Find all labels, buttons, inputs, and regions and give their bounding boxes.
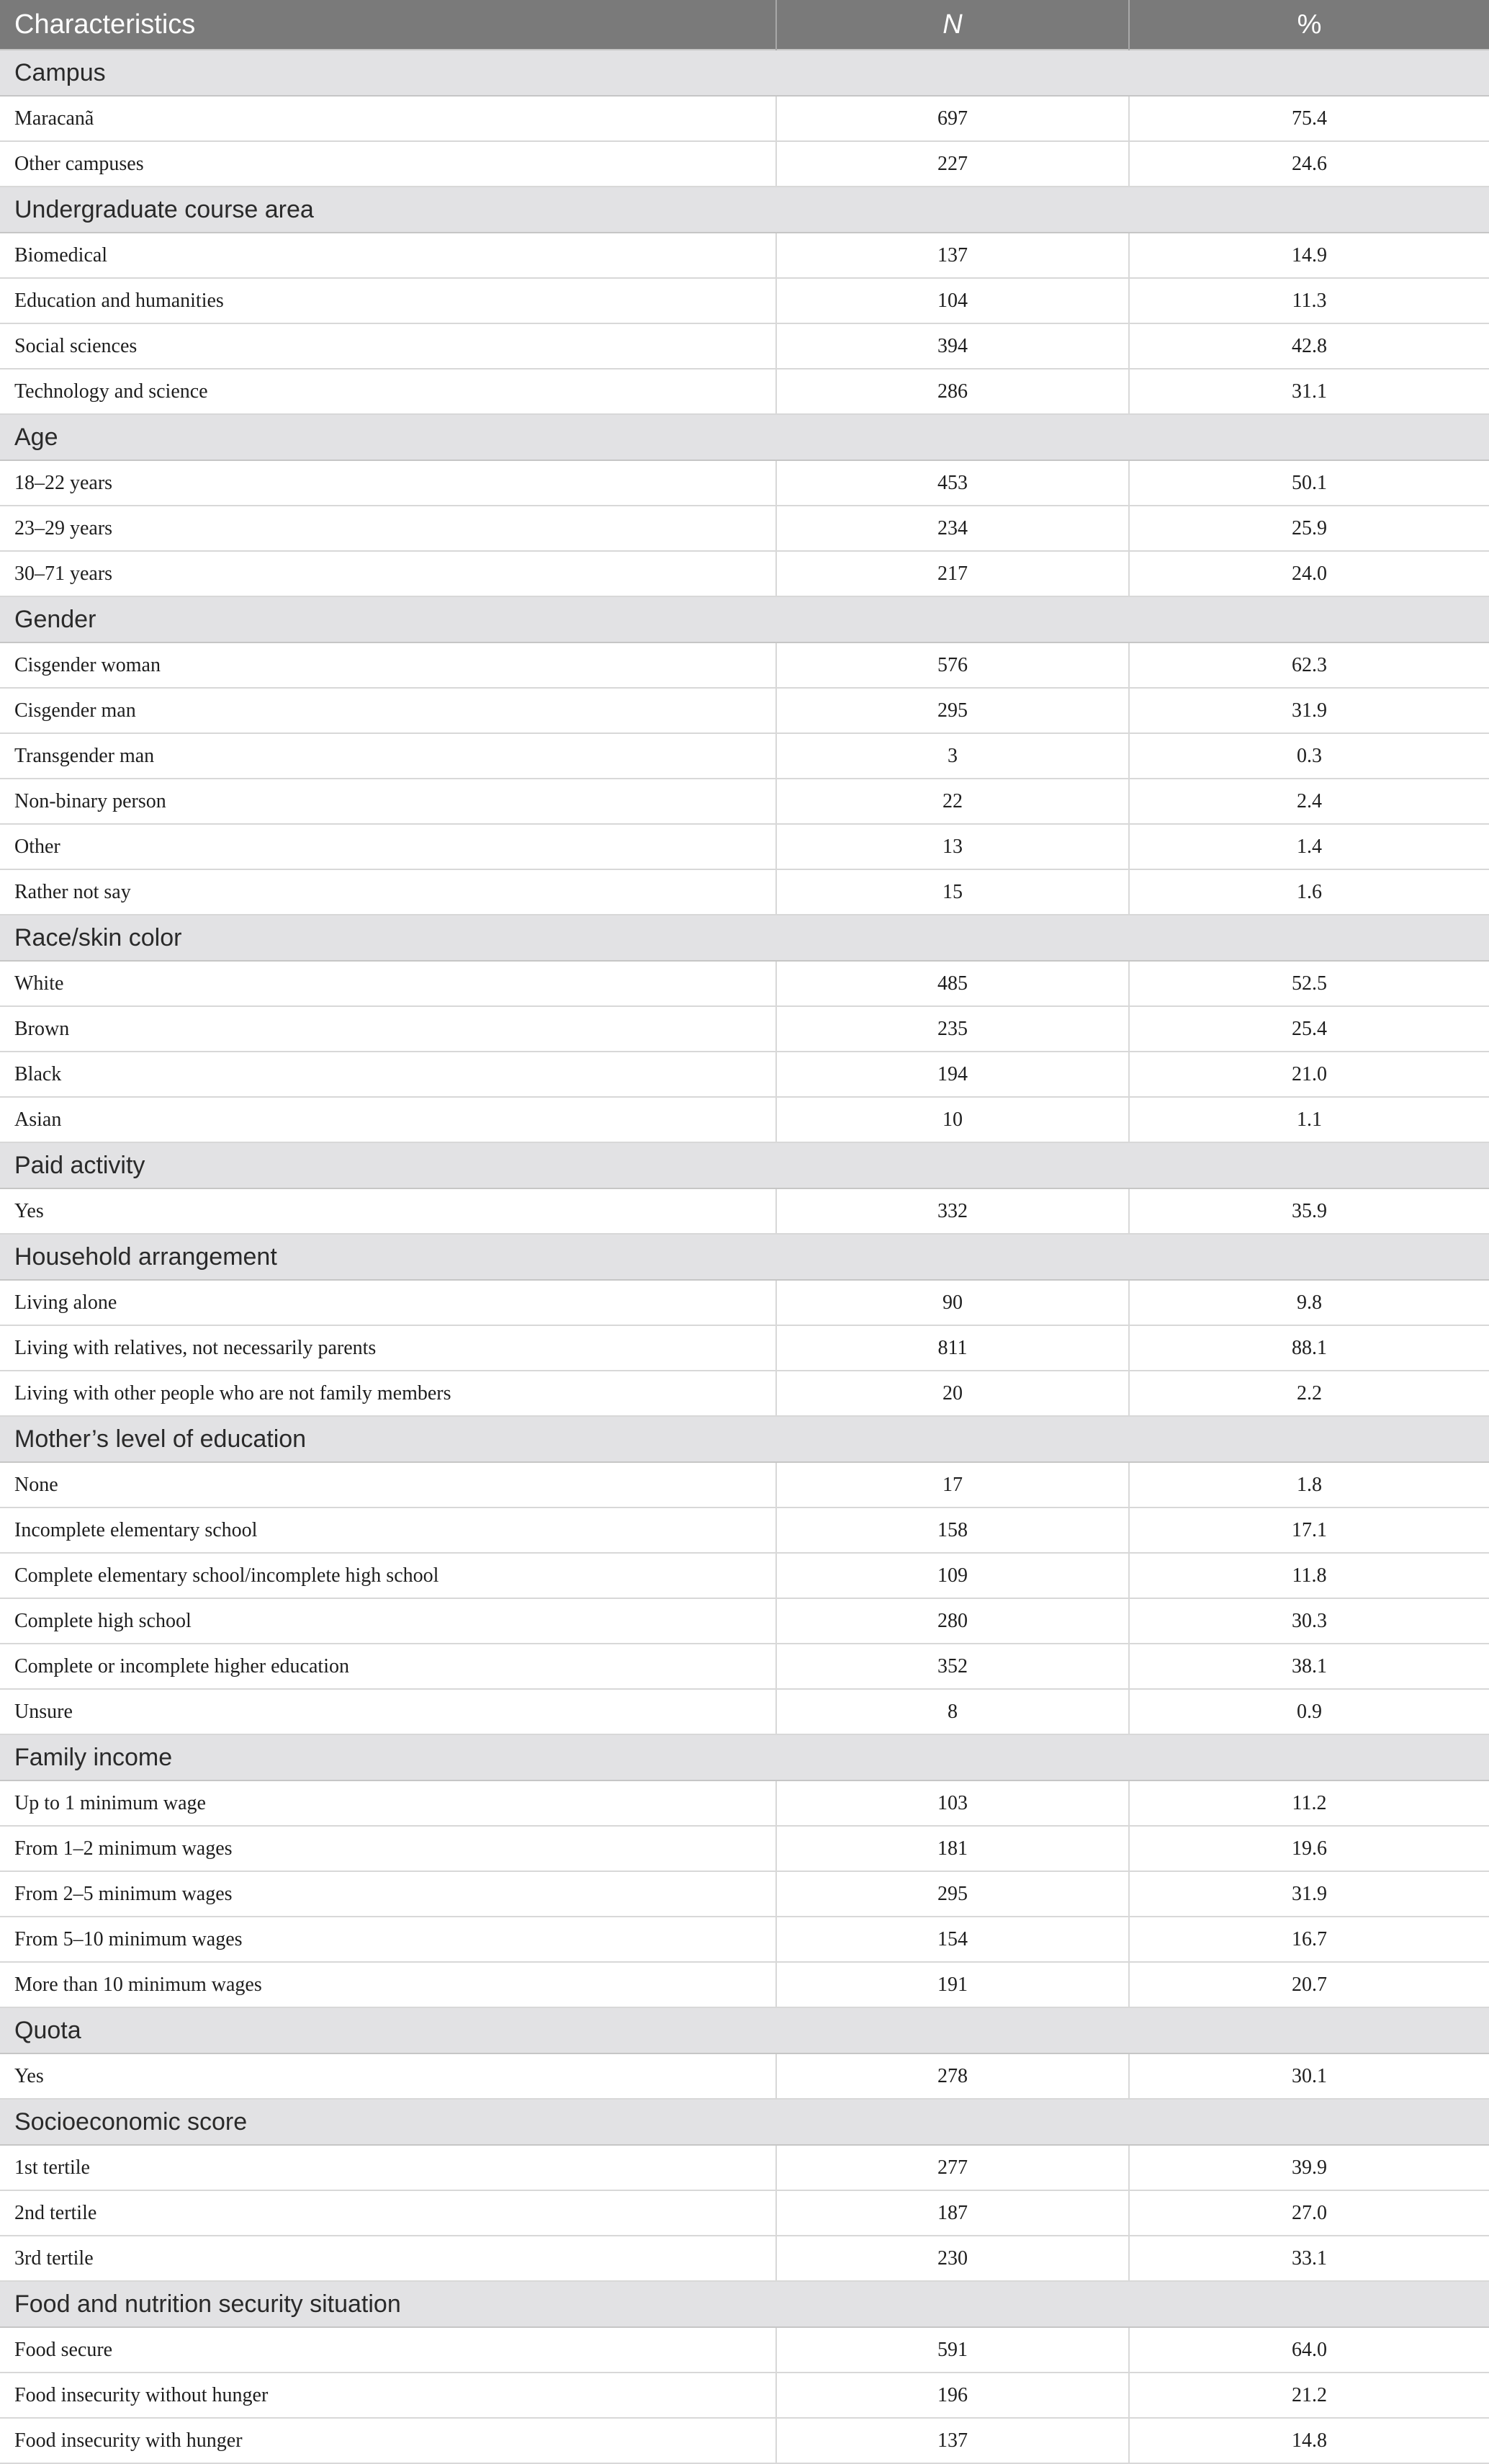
row-label: Food insecurity with hunger	[0, 2418, 776, 2463]
row-n-value: 196	[776, 2373, 1129, 2418]
row-label: Other campuses	[0, 141, 776, 187]
row-percent-value: 14.9	[1129, 233, 1489, 278]
table-row	[0, 460, 1489, 506]
row-n-value: 158	[776, 1507, 1129, 1553]
table-row	[0, 2373, 1489, 2418]
section-header-row	[0, 1142, 1489, 1188]
section-header-row	[0, 2099, 1489, 2145]
row-percent-value: 1.4	[1129, 824, 1489, 869]
row-label: Education and humanities	[0, 278, 776, 323]
row-n-value: 235	[776, 1006, 1129, 1052]
row-label: Technology and science	[0, 369, 776, 414]
section-title: Undergraduate course area	[0, 187, 1489, 233]
section-title: Household arrangement	[0, 1234, 1489, 1280]
row-percent-value: 24.0	[1129, 551, 1489, 596]
table-row	[0, 1871, 1489, 1917]
section-title: Gender	[0, 596, 1489, 642]
row-n-value: 8	[776, 1689, 1129, 1734]
row-label: Yes	[0, 1188, 776, 1234]
table-row	[0, 2145, 1489, 2190]
table-row	[0, 551, 1489, 596]
row-percent-value: 21.2	[1129, 2373, 1489, 2418]
row-label: Asian	[0, 1097, 776, 1142]
table-row	[0, 96, 1489, 141]
row-n-value: 109	[776, 1553, 1129, 1598]
header-n: N	[776, 0, 1129, 50]
row-n-value: 576	[776, 642, 1129, 688]
row-percent-value: 2.4	[1129, 779, 1489, 824]
row-percent-value: 1.1	[1129, 1097, 1489, 1142]
row-percent-value: 75.4	[1129, 96, 1489, 141]
table-row	[0, 2053, 1489, 2099]
row-label: Rather not say	[0, 869, 776, 915]
row-label: Complete high school	[0, 1598, 776, 1644]
row-n-value: 295	[776, 688, 1129, 733]
row-percent-value: 33.1	[1129, 2236, 1489, 2281]
section-header-row	[0, 1416, 1489, 1462]
row-n-value: 15	[776, 869, 1129, 915]
table-row	[0, 369, 1489, 414]
row-n-value: 191	[776, 1962, 1129, 2007]
section-header-row	[0, 915, 1489, 961]
row-percent-value: 14.8	[1129, 2418, 1489, 2463]
section-title: Family income	[0, 1734, 1489, 1780]
table-row	[0, 688, 1489, 733]
row-percent-value: 39.9	[1129, 2145, 1489, 2190]
row-label: From 1–2 minimum wages	[0, 1826, 776, 1871]
row-label: Other	[0, 824, 776, 869]
table-row	[0, 2236, 1489, 2281]
row-percent-value: 9.8	[1129, 1280, 1489, 1325]
header-percent: %	[1129, 0, 1489, 50]
row-label: Maracanã	[0, 96, 776, 141]
row-percent-value: 31.9	[1129, 1871, 1489, 1917]
section-title: Mother’s level of education	[0, 1416, 1489, 1462]
row-percent-value: 1.6	[1129, 869, 1489, 915]
table-row	[0, 1644, 1489, 1689]
table-row	[0, 2327, 1489, 2373]
row-label: From 5–10 minimum wages	[0, 1917, 776, 1962]
row-percent-value: 35.9	[1129, 1188, 1489, 1234]
row-n-value: 137	[776, 2418, 1129, 2463]
section-header-row	[0, 50, 1489, 96]
row-n-value: 277	[776, 2145, 1129, 2190]
row-label: 1st tertile	[0, 2145, 776, 2190]
row-percent-value: 30.3	[1129, 1598, 1489, 1644]
section-header-row	[0, 596, 1489, 642]
row-label: Non-binary person	[0, 779, 776, 824]
table-row	[0, 2190, 1489, 2236]
section-title: Paid activity	[0, 1142, 1489, 1188]
row-percent-value: 62.3	[1129, 642, 1489, 688]
row-n-value: 811	[776, 1325, 1129, 1371]
row-label: Transgender man	[0, 733, 776, 779]
row-percent-value: 42.8	[1129, 323, 1489, 369]
row-n-value: 17	[776, 1462, 1129, 1507]
row-label: 18–22 years	[0, 460, 776, 506]
row-percent-value: 25.9	[1129, 506, 1489, 551]
row-label: Complete elementary school/incomplete high school	[0, 1553, 776, 1598]
row-percent-value: 2.2	[1129, 1371, 1489, 1416]
row-percent-value: 38.1	[1129, 1644, 1489, 1689]
row-n-value: 591	[776, 2327, 1129, 2373]
table-row	[0, 1689, 1489, 1734]
row-n-value: 394	[776, 323, 1129, 369]
row-percent-value: 52.5	[1129, 961, 1489, 1006]
section-title: Race/skin color	[0, 915, 1489, 961]
section-header-row	[0, 2007, 1489, 2053]
row-percent-value: 24.6	[1129, 141, 1489, 187]
section-header-row	[0, 1234, 1489, 1280]
table-row	[0, 1325, 1489, 1371]
section-title: Food and nutrition security situation	[0, 2281, 1489, 2327]
row-n-value: 295	[776, 1871, 1129, 1917]
row-label: Yes	[0, 2053, 776, 2099]
table-row	[0, 506, 1489, 551]
section-header-row	[0, 2281, 1489, 2327]
table-row	[0, 869, 1489, 915]
row-percent-value: 19.6	[1129, 1826, 1489, 1871]
table-row	[0, 323, 1489, 369]
row-label: Living alone	[0, 1280, 776, 1325]
table-row	[0, 1371, 1489, 1416]
row-label: 2nd tertile	[0, 2190, 776, 2236]
row-label: 3rd tertile	[0, 2236, 776, 2281]
row-n-value: 332	[776, 1188, 1129, 1234]
row-n-value: 137	[776, 233, 1129, 278]
table-body	[0, 50, 1489, 2463]
row-n-value: 154	[776, 1917, 1129, 1962]
row-label: None	[0, 1462, 776, 1507]
section-title: Socioeconomic score	[0, 2099, 1489, 2145]
row-label: Cisgender woman	[0, 642, 776, 688]
row-label: Unsure	[0, 1689, 776, 1734]
row-percent-value: 30.1	[1129, 2053, 1489, 2099]
table-row	[0, 961, 1489, 1006]
table-row	[0, 1826, 1489, 1871]
table-row	[0, 1280, 1489, 1325]
table-row	[0, 1553, 1489, 1598]
row-percent-value: 31.1	[1129, 369, 1489, 414]
row-label: Biomedical	[0, 233, 776, 278]
row-percent-value: 11.2	[1129, 1780, 1489, 1826]
table-row	[0, 1052, 1489, 1097]
table-row	[0, 779, 1489, 824]
row-n-value: 90	[776, 1280, 1129, 1325]
row-n-value: 217	[776, 551, 1129, 596]
row-n-value: 278	[776, 2053, 1129, 2099]
table-row	[0, 1780, 1489, 1826]
table-header-row	[0, 0, 1489, 50]
row-percent-value: 11.3	[1129, 278, 1489, 323]
row-label: Up to 1 minimum wage	[0, 1780, 776, 1826]
row-percent-value: 11.8	[1129, 1553, 1489, 1598]
row-percent-value: 64.0	[1129, 2327, 1489, 2373]
row-n-value: 103	[776, 1780, 1129, 1826]
row-percent-value: 88.1	[1129, 1325, 1489, 1371]
row-n-value: 187	[776, 2190, 1129, 2236]
row-label: 30–71 years	[0, 551, 776, 596]
section-header-row	[0, 1734, 1489, 1780]
row-label: Brown	[0, 1006, 776, 1052]
row-n-value: 104	[776, 278, 1129, 323]
header-characteristics: Characteristics	[0, 0, 776, 50]
table-row	[0, 642, 1489, 688]
section-title: Quota	[0, 2007, 1489, 2053]
row-n-value: 3	[776, 733, 1129, 779]
row-percent-value: 0.9	[1129, 1689, 1489, 1734]
row-percent-value: 27.0	[1129, 2190, 1489, 2236]
row-label: 23–29 years	[0, 506, 776, 551]
row-label: From 2–5 minimum wages	[0, 1871, 776, 1917]
row-n-value: 227	[776, 141, 1129, 187]
row-percent-value: 20.7	[1129, 1962, 1489, 2007]
section-header-row	[0, 187, 1489, 233]
row-n-value: 352	[776, 1644, 1129, 1689]
row-label: Living with other people who are not family members	[0, 1371, 776, 1416]
row-label: Social sciences	[0, 323, 776, 369]
row-label: White	[0, 961, 776, 1006]
row-n-value: 181	[776, 1826, 1129, 1871]
row-n-value: 230	[776, 2236, 1129, 2281]
row-percent-value: 16.7	[1129, 1917, 1489, 1962]
row-n-value: 453	[776, 460, 1129, 506]
table-row	[0, 1962, 1489, 2007]
table-row	[0, 1188, 1489, 1234]
row-label: Black	[0, 1052, 776, 1097]
row-label: Cisgender man	[0, 688, 776, 733]
table-row	[0, 141, 1489, 187]
row-percent-value: 25.4	[1129, 1006, 1489, 1052]
table-row	[0, 1097, 1489, 1142]
row-percent-value: 31.9	[1129, 688, 1489, 733]
section-header-row	[0, 414, 1489, 460]
row-percent-value: 50.1	[1129, 460, 1489, 506]
table-row	[0, 1507, 1489, 1553]
row-percent-value: 1.8	[1129, 1462, 1489, 1507]
row-n-value: 280	[776, 1598, 1129, 1644]
section-title: Age	[0, 414, 1489, 460]
table-row	[0, 278, 1489, 323]
row-n-value: 286	[776, 369, 1129, 414]
table-row	[0, 1006, 1489, 1052]
row-label: Living with relatives, not necessarily parents	[0, 1325, 776, 1371]
row-percent-value: 17.1	[1129, 1507, 1489, 1553]
row-label: Incomplete elementary school	[0, 1507, 776, 1553]
row-n-value: 22	[776, 779, 1129, 824]
row-percent-value: 21.0	[1129, 1052, 1489, 1097]
table-row	[0, 233, 1489, 278]
row-percent-value: 0.3	[1129, 733, 1489, 779]
row-n-value: 20	[776, 1371, 1129, 1416]
row-n-value: 13	[776, 824, 1129, 869]
row-n-value: 697	[776, 96, 1129, 141]
table-row	[0, 824, 1489, 869]
row-label: Food secure	[0, 2327, 776, 2373]
section-title: Campus	[0, 50, 1489, 96]
table-row	[0, 733, 1489, 779]
row-n-value: 194	[776, 1052, 1129, 1097]
row-n-value: 10	[776, 1097, 1129, 1142]
table-row	[0, 1917, 1489, 1962]
row-label: Complete or incomplete higher education	[0, 1644, 776, 1689]
row-n-value: 485	[776, 961, 1129, 1006]
row-n-value: 234	[776, 506, 1129, 551]
row-label: More than 10 minimum wages	[0, 1962, 776, 2007]
row-label: Food insecurity without hunger	[0, 2373, 776, 2418]
table-row	[0, 1462, 1489, 1507]
table-row	[0, 1598, 1489, 1644]
